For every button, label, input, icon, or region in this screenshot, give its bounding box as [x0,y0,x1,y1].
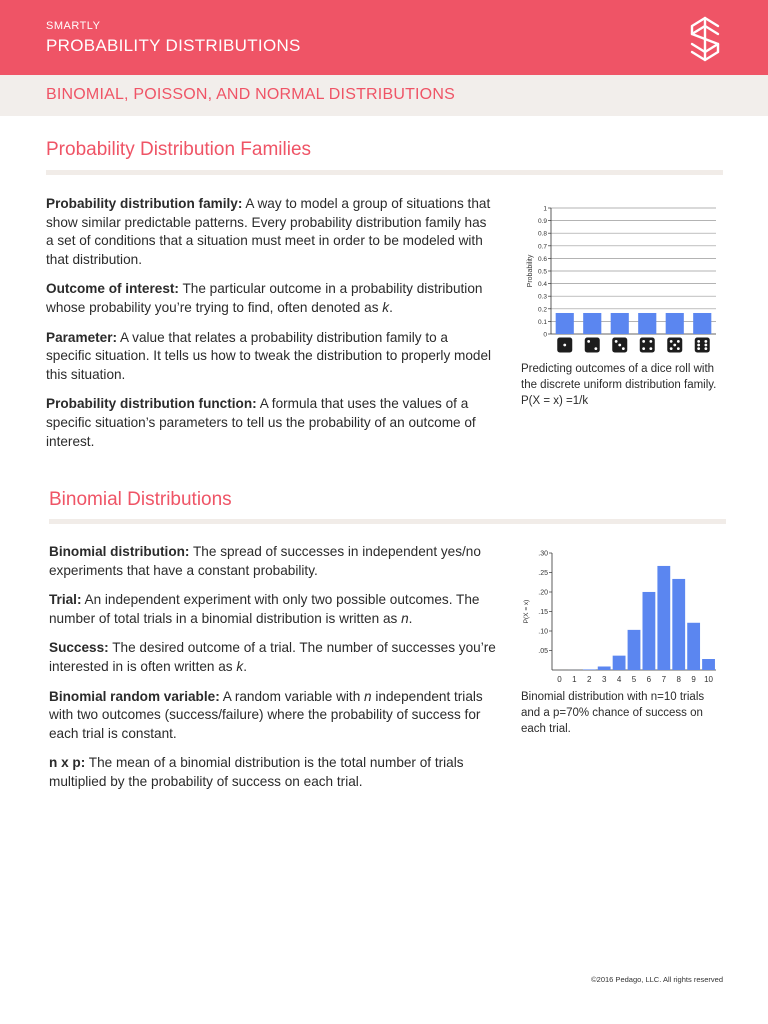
x-tick-label: 8 [676,675,681,684]
die-pip [670,347,673,350]
section-divider [46,170,723,175]
x-tick-label: 2 [587,675,592,684]
document-title: PROBABILITY DISTRIBUTIONS [46,36,301,55]
y-tick-label: 0.4 [537,281,547,289]
y-tick-label: 0.5 [537,268,547,276]
definition-term: n x p: [49,755,86,771]
definition-item [46,195,496,269]
definition-item [49,543,499,580]
y-tick-label: 0.8 [537,230,547,238]
die-pip [697,344,700,347]
die-pip [642,340,645,343]
definition-text-end: . [389,299,393,315]
die-face-6 [695,338,710,353]
y-tick-label: .30 [538,550,548,558]
chart-bar [598,666,611,670]
die-pip [563,344,566,347]
definition-term: Parameter: [46,329,118,345]
die-pip [642,347,645,350]
definition-term: Outcome of interest: [46,281,179,297]
chart-bar [611,313,629,334]
chart-bar [583,313,601,334]
die-pip [673,344,676,347]
definition-variable: k [236,658,244,674]
y-tick-label: .25 [538,570,548,577]
x-tick-label: 1 [572,675,577,684]
families-definitions [46,195,496,462]
y-tick-label: 0.1 [537,318,547,326]
definition-variable: n [401,610,409,626]
x-tick-label: 10 [704,675,713,684]
die-body [695,338,710,353]
y-tick-label: 0.9 [537,218,547,226]
chart-bar [693,313,711,334]
header-bar [0,0,768,75]
y-tick-label: .10 [538,628,548,636]
definition-term: Binomial random variable: [49,688,220,704]
x-tick-label: 0 [557,675,562,684]
definition-item [46,280,496,317]
die-pip [649,340,652,343]
y-tick-label: .15 [538,609,548,616]
binomial-chart [518,545,723,687]
die-pip [697,347,700,350]
definition-text: A value that relates a probability distribution family to a specific situation. It tells us how to tweak the distribution to properly model this situation. [46,329,492,382]
definition-item [49,688,499,744]
die-face-1 [557,338,572,353]
die-face-2 [585,338,600,353]
binomial-chart-caption: Binomial distribution with n=10 trials and a p=70% chance of success on each trial. [521,691,705,735]
definition-item [49,591,499,628]
section-title-families: Probability Distribution Families [46,139,312,160]
dice-chart-caption: Predicting outcomes of a dice roll with the discrete uniform distribution family. P(X = x) =1/k [521,363,717,407]
definition-text-end: . [408,610,413,626]
die-pip [670,340,673,343]
y-tick-label: 0.3 [537,293,547,301]
definition-text: An independent experiment with only two possible outcomes. The number of total trials in a binomial distribution is written as [49,592,480,626]
subtitle-bar [0,75,768,116]
definition-text: The particular outcome in a probability distribution whose probability you’re trying to find, often denoted as [46,281,483,315]
die-body [640,338,655,353]
section-title-binomial: Binomial Distributions [49,489,232,510]
x-tick-label: 3 [601,675,607,684]
y-tick-label: .05 [538,648,548,655]
x-tick-label: 7 [661,675,667,684]
definition-text: A random variable with [219,688,365,704]
x-tick-label: 9 [691,675,696,684]
die-pip [618,344,621,347]
y-tick-label: .20 [538,589,548,597]
definition-term: Success: [49,640,109,656]
die-pip [587,340,590,343]
x-tick-label: 4 [616,675,622,684]
chart-bar [672,579,685,670]
smartly-logo-icon [688,16,722,62]
die-face-3 [612,338,627,353]
die-pip [704,347,707,350]
die-pip [615,340,618,343]
chart-bar [657,566,670,670]
chart-bar [628,630,641,670]
die-face-4 [640,338,655,353]
chart-bar [702,659,715,670]
chart-bar [613,656,626,670]
chart-bar [583,669,596,670]
dice-uniform-chart [518,196,723,358]
die-pip [704,344,707,347]
definition-term: Probability distribution function: [46,396,257,412]
definition-item [46,329,496,385]
chart-bar [687,623,700,670]
x-tick-label: 6 [646,675,652,684]
definition-term: Trial: [49,592,82,608]
y-tick-label: 0 [543,331,547,339]
chart-bar [666,313,684,334]
binomial-definitions [49,543,499,803]
chart-bar [642,592,655,670]
document-subtitle: BINOMIAL, POISSON, AND NORMAL DISTRIBUTIONS [46,86,455,103]
definition-variable: n [364,688,372,704]
die-pip [649,347,652,350]
die-pip [677,340,680,343]
definition-text-end: independent trials with two outcomes (success/failure) where the probability of success for each trial is constant. [49,688,483,741]
definition-text: The spread of successes in independent yes/no experiments that have a constant probability. [49,544,481,578]
definition-text: A formula that uses the values of a specific situation’s parameters to tell us the probability of an outcome of interest. [46,396,476,449]
definition-text: The mean of a binomial distribution is the total number of trials multiplied by the probability of success on each trial. [49,755,464,789]
definition-text: A way to model a group of situations that show similar predictable patterns. Every probability distribution family has a set of conditions that a situation must meet in order to be modeled with that distribution. [46,196,491,267]
die-pip [594,347,597,350]
definition-term: Probability distribution family: [46,196,243,211]
copyright-footer: ©2016 Pedago, LLC. All rights reserved [591,975,723,984]
definition-item [49,754,499,791]
die-pip [677,347,680,350]
die-pip [697,340,700,343]
brand-label: SMARTLY [46,20,101,32]
section-divider [49,519,726,524]
y-tick-label: 0.7 [537,243,547,251]
y-tick-label: 1 [543,205,547,213]
y-axis-label: P(X = x) [523,599,530,624]
die-pip [704,340,707,343]
definition-term: Binomial distribution: [49,544,190,559]
die-pip [622,347,625,350]
y-tick-label: 0.2 [537,306,547,314]
definition-text: The desired outcome of a trial. The number of successes you’re interested in is often written as [49,640,496,674]
y-axis-label: Probability [527,254,534,288]
die-body [585,338,600,353]
die-face-5 [667,338,682,353]
chart-bar [638,313,656,334]
definition-text-end: . [243,658,247,674]
definition-item [49,639,499,676]
x-tick-label: 5 [631,675,637,684]
definition-item [46,395,496,451]
y-tick-label: 0.6 [537,255,547,263]
chart-bar [556,313,574,334]
definition-variable: k [382,299,390,315]
